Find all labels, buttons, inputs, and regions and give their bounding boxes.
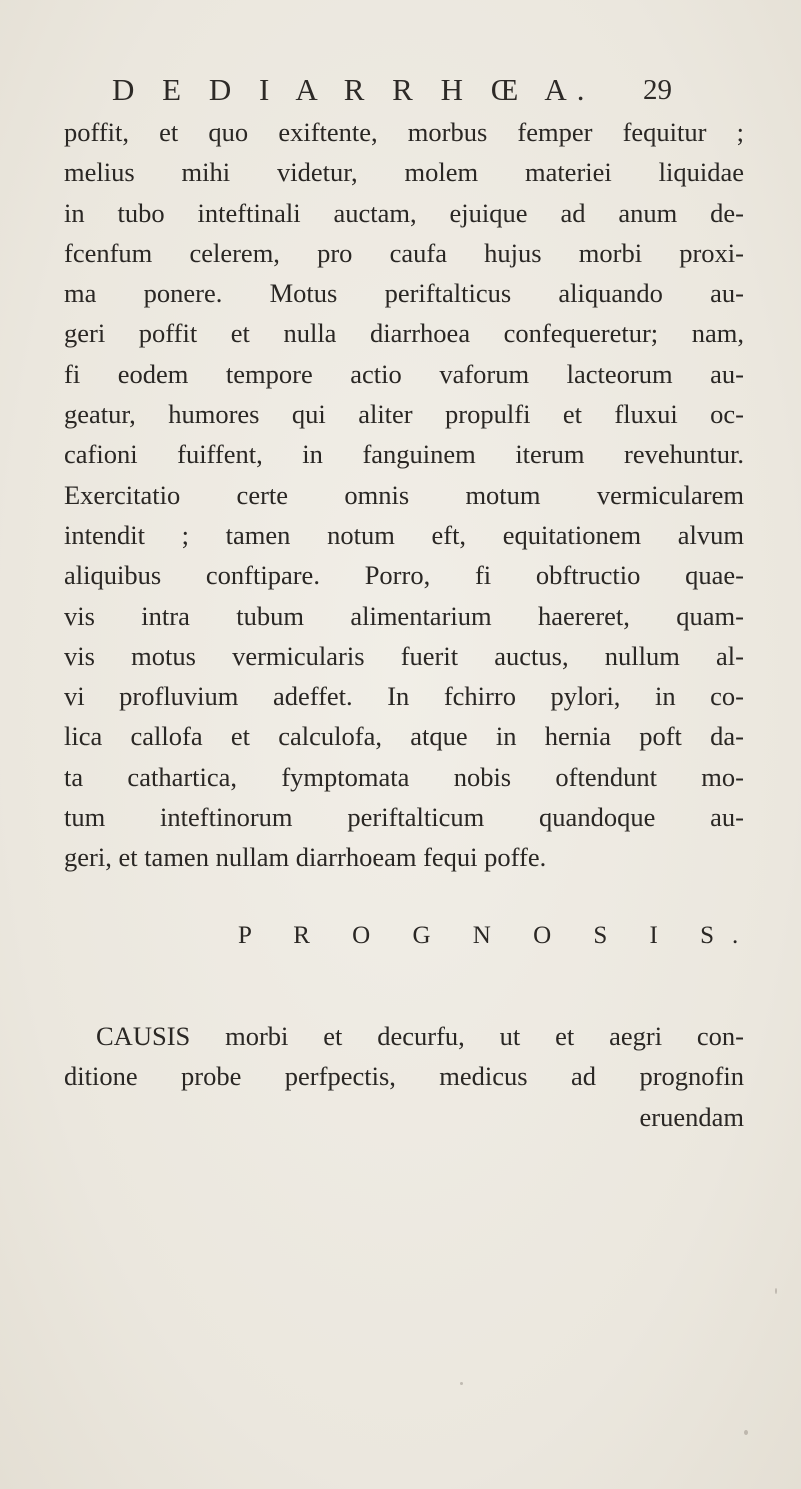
text-line: lica callofa et calculofa, atque in hernia poft da- bbox=[64, 721, 744, 752]
text-line: intendit ; tamen notum eft, equitationem alvum bbox=[64, 519, 744, 550]
text-line: ditione probe perfpectis, medicus ad prognofin bbox=[64, 1061, 744, 1092]
text-line: geatur, humores qui aliter propulfi et fluxui oc- bbox=[64, 399, 744, 430]
text-line: poffit, et quo exiftente, morbus femper fequitur ; bbox=[64, 117, 744, 147]
paragraph-2 bbox=[64, 1016, 744, 1137]
text-line: cafioni fuiffent, in fanguinem iterum revehuntur. bbox=[64, 439, 744, 470]
running-head bbox=[112, 72, 672, 112]
text-line-last: geri, et tamen nullam diarrhoeam fequi poffe. bbox=[64, 842, 547, 873]
text-line: geri poffit et nulla diarrhoea confequeretur; nam, bbox=[64, 318, 744, 349]
section-heading: P R O G N O S I S. bbox=[238, 922, 757, 949]
text-line: Exercitatio certe omnis motum vermicularem bbox=[64, 479, 744, 510]
text-line: CAUSIS morbi et decurfu, ut et aegri con- bbox=[96, 1021, 744, 1051]
catchword: eruendam bbox=[639, 1101, 744, 1132]
text-line: fi eodem tempore actio vaforum lacteorum au- bbox=[64, 358, 744, 389]
text-line: melius mihi videtur, molem materiei liquidae bbox=[64, 157, 744, 188]
text-line: vis motus vermicularis fuerit auctus, nullum al- bbox=[64, 640, 744, 671]
text-line: tum inteftinorum periftalticum quandoque au- bbox=[64, 802, 744, 833]
running-title: D E D I A R R H Œ A. bbox=[112, 72, 595, 107]
text-line: vis intra tubum alimentarium haereret, quam- bbox=[64, 600, 744, 631]
text-line: in tubo inteftinali auctam, ejuique ad anum de- bbox=[64, 197, 744, 228]
paper-speck bbox=[744, 1430, 748, 1435]
paragraph-1 bbox=[64, 112, 744, 878]
paper-speck bbox=[775, 1288, 777, 1294]
text-line: vi profluvium adeffet. In fchirro pylori, in co- bbox=[64, 681, 744, 712]
text-line: ta cathartica, fymptomata nobis oftendunt mo- bbox=[64, 761, 744, 792]
text-line: ma ponere. Motus periftalticus aliquando au- bbox=[64, 278, 744, 309]
paper-speck bbox=[460, 1382, 463, 1385]
page-number: 29 bbox=[643, 74, 672, 106]
text-line: aliquibus conftipare. Porro, fi obftructio quae- bbox=[64, 560, 744, 591]
text-line: fcenfum celerem, pro caufa hujus morbi proxi- bbox=[64, 237, 744, 268]
